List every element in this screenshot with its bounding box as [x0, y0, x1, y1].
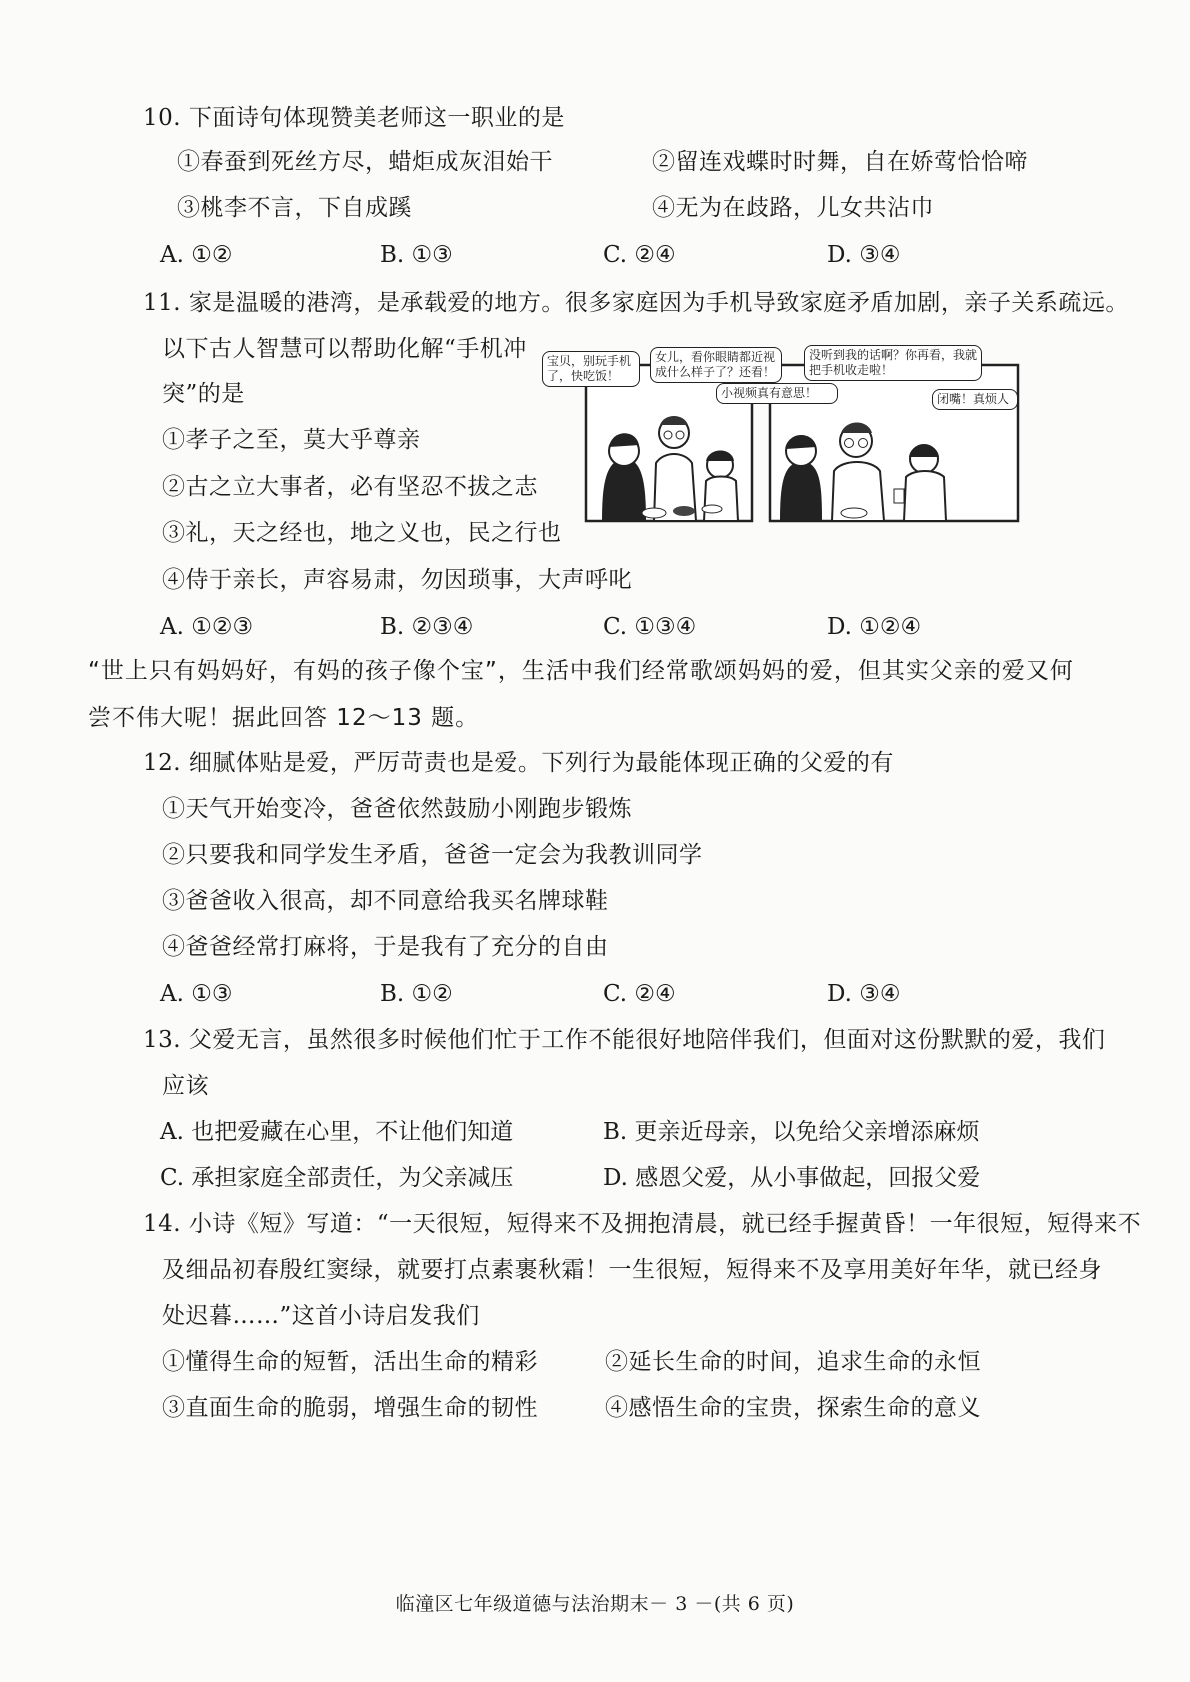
q13-option-c: C. 承担家庭全部责任，为父亲减压: [160, 1165, 514, 1191]
q12-option-a: A. ①③: [160, 981, 233, 1007]
passage-line2: 尝不伟大呢！据此回答 12～13 题。: [88, 705, 480, 731]
q11-option-a: A. ①②③: [160, 614, 254, 640]
q10-statement-3: ③桃李不言，下自成蹊: [177, 195, 412, 221]
q11-statement-2: ②古之立大事者，必有坚忍不拔之志: [162, 474, 538, 500]
q12-statement-2: ②只要我和同学发生矛盾，爸爸一定会为我教训同学: [162, 842, 703, 868]
q11-stem-line2: 以下古人智慧可以帮助化解“手机冲: [162, 336, 527, 362]
cartoon-bubble-father-2: 没听到我的话啊？你再看，我就把手机收走啦！: [804, 345, 982, 381]
q10-option-c: C. ②④: [603, 242, 676, 268]
q12-statement-4: ④爸爸经常打麻将，于是我有了充分的自由: [162, 934, 609, 960]
q10-statement-4: ④无为在歧路，儿女共沾巾: [652, 195, 934, 221]
q11-statement-1: ①孝子之至，莫大乎尊亲: [162, 427, 421, 453]
q10-stem: 10. 下面诗句体现赞美老师这一职业的是: [143, 105, 565, 131]
q11-stem-line1: 11. 家是温暖的港湾，是承载爱的地方。很多家庭因为手机导致家庭矛盾加剧，亲子关系疏远。: [143, 290, 1129, 316]
q14-statement-4: ④感悟生命的宝贵，探索生命的意义: [605, 1395, 981, 1421]
cartoon-bubble-child-2: 闭嘴！真烦人: [932, 389, 1018, 410]
page-footer: 临潼区七年级道德与法治期末－ 3 －(共 6 页): [395, 1593, 795, 1615]
q10-option-d: D. ③④: [827, 242, 901, 268]
q10-option-b: B. ①③: [380, 242, 453, 268]
q12-option-c: C. ②④: [603, 981, 676, 1007]
cartoon-bubble-father: 女儿，看你眼睛都近视成什么样子了？还看！: [650, 347, 782, 383]
q10-statement-2: ②留连戏蝶时时舞，自在娇莺恰恰啼: [652, 149, 1028, 175]
q13-option-b: B. 更亲近母亲，以免给父亲增添麻烦: [603, 1119, 980, 1145]
cartoon-bubble-mother: 宝贝，别玩手机了，快吃饭！: [542, 351, 640, 387]
q10-option-a: A. ①②: [160, 242, 233, 268]
q11-statement-3: ③礼，天之经也，地之义也，民之行也: [162, 520, 562, 546]
q13-stem-line2: 应该: [162, 1073, 209, 1099]
q14-stem-line2: 及细品初春殷红窦绿，就要打点素裹秋霜！一生很短，短得来不及享用美好年华，就已经身: [162, 1257, 1102, 1283]
q11-option-c: C. ①③④: [603, 614, 697, 640]
q13-stem-line1: 13. 父爱无言，虽然很多时候他们忙于工作不能很好地陪伴我们，但面对这份默默的爱，我们: [143, 1027, 1106, 1053]
cartoon-bubble-child: 小视频真有意思！: [716, 383, 838, 404]
q10-statement-1: ①春蚕到死丝方尽，蜡炬成灰泪始干: [177, 149, 553, 175]
q12-option-d: D. ③④: [827, 981, 901, 1007]
q12-statement-3: ③爸爸收入很高，却不同意给我买名牌球鞋: [162, 888, 609, 914]
q11-option-b: B. ②③④: [380, 614, 474, 640]
q12-stem: 12. 细腻体贴是爱，严厉苛责也是爱。下列行为最能体现正确的父爱的有: [143, 750, 894, 776]
q14-statement-1: ①懂得生命的短暂，活出生命的精彩: [162, 1349, 538, 1375]
passage-line1: “世上只有妈妈好，有妈的孩子像个宝”，生活中我们经常歌颂妈妈的爱，但其实父亲的爱又何: [88, 658, 1074, 684]
q13-option-a: A. 也把爱藏在心里，不让他们知道: [160, 1119, 514, 1145]
family-phone-cartoon: [547, 348, 1020, 525]
q14-statement-3: ③直面生命的脆弱，增强生命的韧性: [162, 1395, 538, 1421]
q11-statement-4: ④侍于亲长，声容易肃，勿因琐事，大声呼叱: [162, 567, 632, 593]
q12-option-b: B. ①②: [380, 981, 453, 1007]
q12-statement-1: ①天气开始变冷，爸爸依然鼓励小刚跑步锻炼: [162, 796, 632, 822]
q14-stem-line3: 处迟暮……”这首小诗启发我们: [162, 1303, 480, 1329]
q11-option-d: D. ①②④: [827, 614, 922, 640]
q13-option-d: D. 感恩父爱，从小事做起，回报父爱: [603, 1165, 981, 1191]
q14-stem-line1: 14. 小诗《短》写道：“一天很短，短得来不及拥抱清晨，就已经手握黄昏！一年很短，短得来不: [143, 1211, 1142, 1237]
q11-stem-line3: 突”的是: [162, 381, 245, 407]
q14-statement-2: ②延长生命的时间，追求生命的永恒: [605, 1349, 981, 1375]
